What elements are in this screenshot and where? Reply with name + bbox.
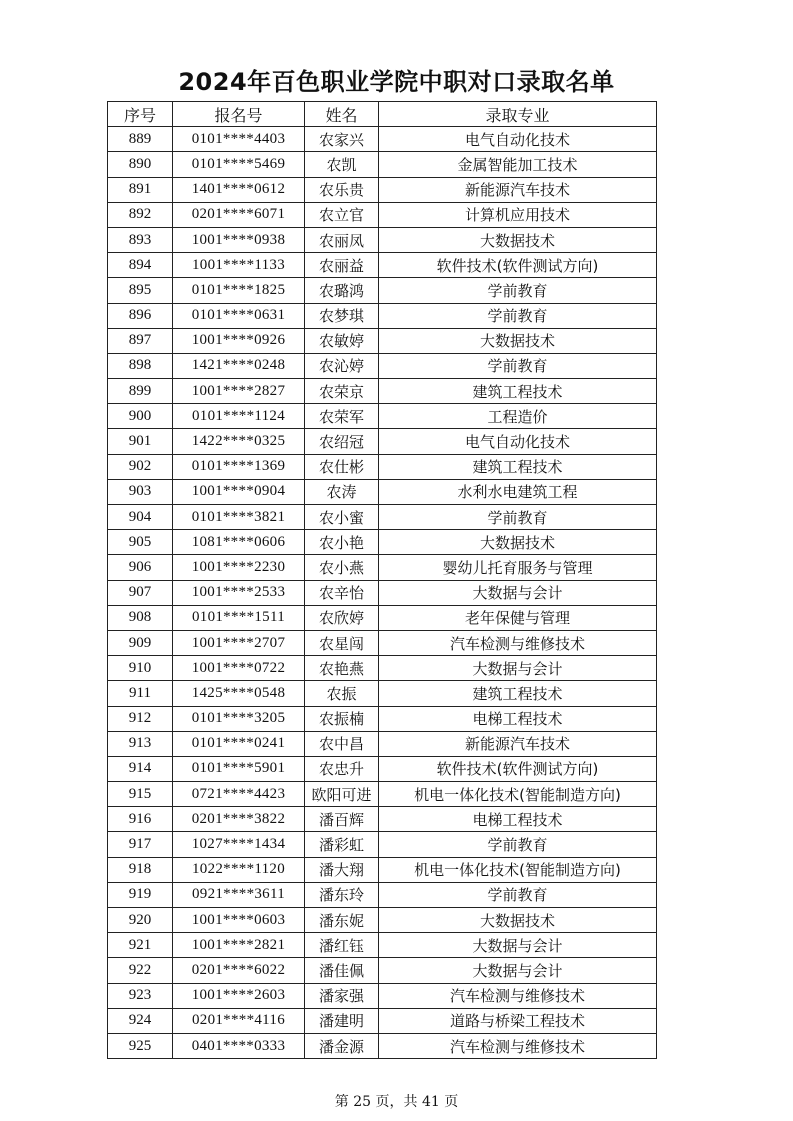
reg-number-cell: 1401****0612 — [173, 177, 305, 202]
major-cell: 电气自动化技术 — [379, 127, 657, 152]
table-row — [108, 278, 657, 303]
table-row — [108, 479, 657, 504]
table-row — [108, 404, 657, 429]
major-cell: 工程造价 — [379, 404, 657, 429]
table-row — [108, 857, 657, 882]
header-name: 姓名 — [305, 102, 379, 127]
reg-number-cell: 0101****1825 — [173, 278, 305, 303]
seq-cell: 910 — [108, 656, 173, 681]
table-row — [108, 681, 657, 706]
name-cell: 农中昌 — [305, 731, 379, 756]
major-cell: 机电一体化技术(智能制造方向) — [379, 857, 657, 882]
seq-cell: 903 — [108, 479, 173, 504]
table-row — [108, 706, 657, 731]
table-row — [108, 1033, 657, 1058]
major-cell: 大数据技术 — [379, 227, 657, 252]
name-cell: 农沁婷 — [305, 353, 379, 378]
reg-number-cell: 1422****0325 — [173, 429, 305, 454]
table-row — [108, 807, 657, 832]
name-cell: 农家兴 — [305, 127, 379, 152]
name-cell: 农忠升 — [305, 756, 379, 781]
major-cell: 新能源汽车技术 — [379, 177, 657, 202]
reg-number-cell: 1001****0603 — [173, 908, 305, 933]
admission-table — [107, 101, 657, 1059]
name-cell: 潘家强 — [305, 983, 379, 1008]
reg-number-cell: 1001****0904 — [173, 479, 305, 504]
name-cell: 潘大翔 — [305, 857, 379, 882]
reg-number-cell: 1001****2230 — [173, 555, 305, 580]
reg-number-cell: 0201****3822 — [173, 807, 305, 832]
reg-number-cell: 1001****2603 — [173, 983, 305, 1008]
name-cell: 潘东妮 — [305, 908, 379, 933]
reg-number-cell: 0101****0241 — [173, 731, 305, 756]
reg-number-cell: 1081****0606 — [173, 530, 305, 555]
major-cell: 老年保健与管理 — [379, 605, 657, 630]
table-row — [108, 530, 657, 555]
reg-number-cell: 1001****2827 — [173, 379, 305, 404]
reg-number-cell: 1425****0548 — [173, 681, 305, 706]
seq-cell: 920 — [108, 908, 173, 933]
seq-cell: 904 — [108, 505, 173, 530]
seq-cell: 913 — [108, 731, 173, 756]
seq-cell: 893 — [108, 227, 173, 252]
reg-number-cell: 1421****0248 — [173, 353, 305, 378]
table-row — [108, 227, 657, 252]
name-cell: 农凯 — [305, 152, 379, 177]
name-cell: 农星闯 — [305, 630, 379, 655]
seq-cell: 894 — [108, 253, 173, 278]
table-header-row — [108, 102, 657, 127]
reg-number-cell: 1001****0926 — [173, 328, 305, 353]
reg-number-cell: 0921****3611 — [173, 882, 305, 907]
seq-cell: 901 — [108, 429, 173, 454]
page-title: 2024年百色职业学院中职对口录取名单 — [178, 68, 615, 96]
major-cell: 汽车检测与维修技术 — [379, 1033, 657, 1058]
name-cell: 潘百辉 — [305, 807, 379, 832]
reg-number-cell: 1001****0722 — [173, 656, 305, 681]
seq-cell: 924 — [108, 1008, 173, 1033]
reg-number-cell: 0101****1124 — [173, 404, 305, 429]
table-row — [108, 1008, 657, 1033]
seq-cell: 908 — [108, 605, 173, 630]
name-cell: 农梦琪 — [305, 303, 379, 328]
table-row — [108, 958, 657, 983]
name-cell: 农小蜜 — [305, 505, 379, 530]
header-seq: 序号 — [108, 102, 173, 127]
name-cell: 农辛怡 — [305, 580, 379, 605]
major-cell: 学前教育 — [379, 353, 657, 378]
seq-cell: 923 — [108, 983, 173, 1008]
table-row — [108, 605, 657, 630]
table-row — [108, 731, 657, 756]
reg-number-cell: 0101****5901 — [173, 756, 305, 781]
name-cell: 农小艳 — [305, 530, 379, 555]
seq-cell: 907 — [108, 580, 173, 605]
name-cell: 潘彩虹 — [305, 832, 379, 857]
seq-cell: 900 — [108, 404, 173, 429]
table-row — [108, 353, 657, 378]
seq-cell: 921 — [108, 933, 173, 958]
name-cell: 潘金源 — [305, 1033, 379, 1058]
reg-number-cell: 0721****4423 — [173, 782, 305, 807]
reg-number-cell: 0101****5469 — [173, 152, 305, 177]
reg-number-cell: 0101****4403 — [173, 127, 305, 152]
seq-cell: 922 — [108, 958, 173, 983]
name-cell: 潘建明 — [305, 1008, 379, 1033]
table-row — [108, 429, 657, 454]
name-cell: 农立官 — [305, 202, 379, 227]
table-row — [108, 379, 657, 404]
seq-cell: 917 — [108, 832, 173, 857]
table-row — [108, 505, 657, 530]
seq-cell: 909 — [108, 630, 173, 655]
seq-cell: 912 — [108, 706, 173, 731]
page-footer: 第 25 页，共 41 页 — [334, 1094, 459, 1110]
table-row — [108, 555, 657, 580]
major-cell: 大数据与会计 — [379, 656, 657, 681]
major-cell: 电梯工程技术 — [379, 706, 657, 731]
name-cell: 农仕彬 — [305, 454, 379, 479]
table-row — [108, 630, 657, 655]
seq-cell: 905 — [108, 530, 173, 555]
major-cell: 计算机应用技术 — [379, 202, 657, 227]
major-cell: 建筑工程技术 — [379, 681, 657, 706]
reg-number-cell: 0201****6022 — [173, 958, 305, 983]
table-body — [108, 127, 657, 1059]
name-cell: 农振楠 — [305, 706, 379, 731]
major-cell: 婴幼儿托育服务与管理 — [379, 555, 657, 580]
reg-number-cell: 0201****6071 — [173, 202, 305, 227]
name-cell: 农振 — [305, 681, 379, 706]
table-row — [108, 756, 657, 781]
table-row — [108, 832, 657, 857]
major-cell: 电气自动化技术 — [379, 429, 657, 454]
reg-number-cell: 1001****1133 — [173, 253, 305, 278]
table-row — [108, 177, 657, 202]
seq-cell: 915 — [108, 782, 173, 807]
reg-number-cell: 0101****1511 — [173, 605, 305, 630]
seq-cell: 925 — [108, 1033, 173, 1058]
reg-number-cell: 1027****1434 — [173, 832, 305, 857]
major-cell: 大数据技术 — [379, 908, 657, 933]
reg-number-cell: 0201****4116 — [173, 1008, 305, 1033]
seq-cell: 919 — [108, 882, 173, 907]
major-cell: 大数据与会计 — [379, 580, 657, 605]
name-cell: 潘东玲 — [305, 882, 379, 907]
seq-cell: 906 — [108, 555, 173, 580]
table-row — [108, 202, 657, 227]
seq-cell: 892 — [108, 202, 173, 227]
major-cell: 学前教育 — [379, 303, 657, 328]
major-cell: 汽车检测与维修技术 — [379, 630, 657, 655]
table-row — [108, 882, 657, 907]
major-cell: 建筑工程技术 — [379, 379, 657, 404]
reg-number-cell: 0101****3205 — [173, 706, 305, 731]
table-row — [108, 328, 657, 353]
reg-number-cell: 0401****0333 — [173, 1033, 305, 1058]
table-row — [108, 656, 657, 681]
seq-cell: 916 — [108, 807, 173, 832]
seq-cell: 902 — [108, 454, 173, 479]
header-reg-number: 报名号 — [173, 102, 305, 127]
name-cell: 农丽益 — [305, 253, 379, 278]
major-cell: 学前教育 — [379, 832, 657, 857]
seq-cell: 911 — [108, 681, 173, 706]
name-cell: 农艳燕 — [305, 656, 379, 681]
reg-number-cell: 1001****2707 — [173, 630, 305, 655]
table-row — [108, 152, 657, 177]
reg-number-cell: 0101****1369 — [173, 454, 305, 479]
major-cell: 水利水电建筑工程 — [379, 479, 657, 504]
major-cell: 学前教育 — [379, 278, 657, 303]
seq-cell: 890 — [108, 152, 173, 177]
seq-cell: 891 — [108, 177, 173, 202]
seq-cell: 889 — [108, 127, 173, 152]
name-cell: 农璐鸿 — [305, 278, 379, 303]
major-cell: 学前教育 — [379, 882, 657, 907]
seq-cell: 898 — [108, 353, 173, 378]
table-row — [108, 454, 657, 479]
major-cell: 电梯工程技术 — [379, 807, 657, 832]
name-cell: 农荣京 — [305, 379, 379, 404]
major-cell: 大数据技术 — [379, 328, 657, 353]
major-cell: 软件技术(软件测试方向) — [379, 253, 657, 278]
seq-cell: 895 — [108, 278, 173, 303]
name-cell: 农小燕 — [305, 555, 379, 580]
name-cell: 农涛 — [305, 479, 379, 504]
reg-number-cell: 0101****3821 — [173, 505, 305, 530]
major-cell: 机电一体化技术(智能制造方向) — [379, 782, 657, 807]
table-row — [108, 983, 657, 1008]
table-row — [108, 908, 657, 933]
reg-number-cell: 1001****2533 — [173, 580, 305, 605]
name-cell: 潘佳佩 — [305, 958, 379, 983]
major-cell: 大数据与会计 — [379, 933, 657, 958]
reg-number-cell: 1022****1120 — [173, 857, 305, 882]
reg-number-cell: 0101****0631 — [173, 303, 305, 328]
seq-cell: 899 — [108, 379, 173, 404]
major-cell: 软件技术(软件测试方向) — [379, 756, 657, 781]
major-cell: 建筑工程技术 — [379, 454, 657, 479]
table-row — [108, 782, 657, 807]
table-row — [108, 253, 657, 278]
name-cell: 欧阳可进 — [305, 782, 379, 807]
name-cell: 农乐贵 — [305, 177, 379, 202]
major-cell: 大数据与会计 — [379, 958, 657, 983]
reg-number-cell: 1001****0938 — [173, 227, 305, 252]
name-cell: 农欣婷 — [305, 605, 379, 630]
table-row — [108, 127, 657, 152]
name-cell: 农荣军 — [305, 404, 379, 429]
seq-cell: 896 — [108, 303, 173, 328]
reg-number-cell: 1001****2821 — [173, 933, 305, 958]
major-cell: 金属智能加工技术 — [379, 152, 657, 177]
name-cell: 农绍冠 — [305, 429, 379, 454]
name-cell: 农丽凤 — [305, 227, 379, 252]
major-cell: 道路与桥梁工程技术 — [379, 1008, 657, 1033]
seq-cell: 914 — [108, 756, 173, 781]
seq-cell: 918 — [108, 857, 173, 882]
table-row — [108, 303, 657, 328]
name-cell: 农敏婷 — [305, 328, 379, 353]
table-row — [108, 933, 657, 958]
name-cell: 潘红钰 — [305, 933, 379, 958]
major-cell: 新能源汽车技术 — [379, 731, 657, 756]
major-cell: 汽车检测与维修技术 — [379, 983, 657, 1008]
major-cell: 学前教育 — [379, 505, 657, 530]
major-cell: 大数据技术 — [379, 530, 657, 555]
seq-cell: 897 — [108, 328, 173, 353]
table-row — [108, 580, 657, 605]
header-major: 录取专业 — [379, 102, 657, 127]
